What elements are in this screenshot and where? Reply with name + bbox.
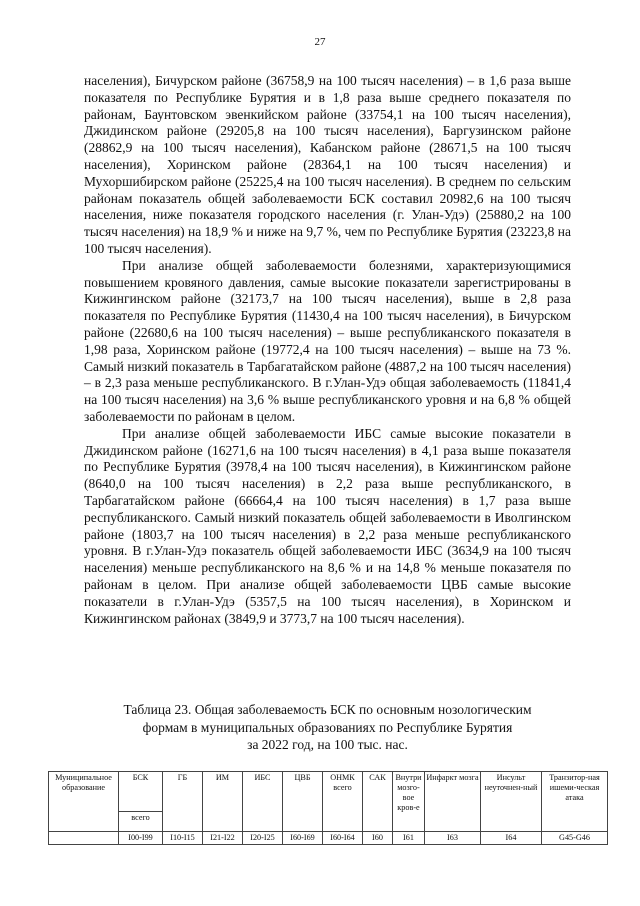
code-ibs: I20-I25 — [243, 832, 283, 845]
table-caption-line: формам в муниципальных образованиях по Республике Бурятия — [142, 719, 513, 735]
header-stroke: Инсульт неуточнен-ный — [481, 772, 542, 832]
table-codes-row — [49, 832, 608, 845]
header-sak: САК — [363, 772, 393, 832]
header-bsk: БСК — [119, 772, 163, 812]
header-im: ИМ — [203, 772, 243, 832]
codes-empty — [49, 832, 119, 845]
table-header-row — [49, 772, 608, 812]
header-municipal: Муниципальное образование — [49, 772, 119, 832]
code-tia: G45-G46 — [542, 832, 608, 845]
paragraph: населения), Бичурском районе (36758,9 на 100 тысяч населения) – в 1,6 раза выше показателя по Республике Бурятия и в 1,8 раза выше среднего показателя по районам, Баунтовском эвенкийском районе (33754,1 на 100 тысяч населения), Джидинском районе (29205,8 на 100 тысяч населения), Баргузинском районе (28862,9 на 100 тысяч населения), Кабанском районе (28671,5 на 100 тысяч населения), Хоринском районе (28364,1 на 100 тысяч населения) и Мухоршибирском районе (25225,4 на 100 тысяч населения). В среднем по сельским районам показатель общей заболеваемости БСК составил 20982,6 на 100 тысяч населения, ниже показателя городского населения (г. Улан-Удэ) (25880,2 на 100 тысяч населения) на 18,9 % и ниже на 9,7 %, чем по Республике Бурятия (23223,8 на 100 тысяч населения). — [84, 73, 571, 256]
code-sak: I60 — [363, 832, 393, 845]
header-tia: Транзитор-ная ишеми-ческая атака — [542, 772, 608, 832]
code-gb: I10-I15 — [163, 832, 203, 845]
header-ibs: ИБС — [243, 772, 283, 832]
code-intracerebral: I61 — [393, 832, 425, 845]
code-cvb: I60-I69 — [283, 832, 323, 845]
header-onmk: ОНМК всего — [323, 772, 363, 832]
body-text — [84, 73, 571, 627]
header-brain-infarct: Инфаркт мозга — [425, 772, 481, 832]
header-cvb: ЦВБ — [283, 772, 323, 832]
page-number: 27 — [314, 36, 326, 48]
code-stroke: I64 — [481, 832, 542, 845]
header-gb: ГБ — [163, 772, 203, 832]
header-intracerebral: Внутри мозго-вое кров-е — [393, 772, 425, 832]
code-brain-infarct: I63 — [425, 832, 481, 845]
code-onmk: I60-I64 — [323, 832, 363, 845]
morbidity-table — [48, 771, 608, 845]
header-bsk-total: всего — [119, 812, 163, 832]
paragraph: При анализе общей заболеваемости болезнями, характеризующимися повышением кровяного давления, самые высокие показатели зарегистрированы в Кижингинском районе (32173,7 на 100 тысяч населения), выше в 2,8 раза показателя по Республике Бурятия (11430,4 на 100 тысяч населения), в Бичурском районе (22680,6 на 100 тысяч населения) – выше республиканского показателя в 1,98 раза, Хоринском районе (19772,4 на 100 тысяч населения) – выше на 73 %. Самый низкий показатель в Тарбагатайском районе (4887,2 на 100 тысяч населения) – в 2,3 раза меньше республиканского. В г.Улан-Удэ общая заболеваемость (11841,4 на 100 тысяч населения) на 3,6 % выше республиканского уровня и на 6,8 % общей заболеваемости по районам в целом. — [84, 257, 571, 424]
table-caption — [84, 701, 571, 754]
code-im: I21-I22 — [203, 832, 243, 845]
code-bsk: I00-I99 — [119, 832, 163, 845]
table-caption-line: Таблица 23. Общая заболеваемость БСК по основным нозологическим — [123, 702, 532, 717]
table-caption-line: за 2022 год, на 100 тыс. нас. — [247, 737, 408, 752]
paragraph: При анализе общей заболеваемости ИБС самые высокие показатели в Джидинском районе (16271,6 на 100 тысяч населения) в 4,1 раза выше показателя по Республике Бурятия (3978,4 на 100 тысяч населения), в Кижингинском районе (8640,0 на 100 тысяч населения) в 2,2 раза выше республиканского, в Тарбагатайском районе (66664,4 на 100 тысяч населения) в 1,7 раза выше республиканского. Самый низкий показатель общей заболеваемости в Иволгинском районе (1803,7 на 100 тысяч населения) в 2,2 раза меньше республиканского уровня. В г.Улан-Удэ показатель общей заболеваемости ИБС (3634,9 на 100 тысяч населения) меньше республиканского на 8,6 % и на 14,8 % меньше показателя по районам в целом. При анализе общей заболеваемости ЦВБ самые высокие показатели в г.Улан-Удэ (5357,5 на 100 тысяч населения), в Хоринском и Кижингинском районах (3849,9 и 3773,7 на 100 тысяч населения). — [84, 425, 571, 626]
